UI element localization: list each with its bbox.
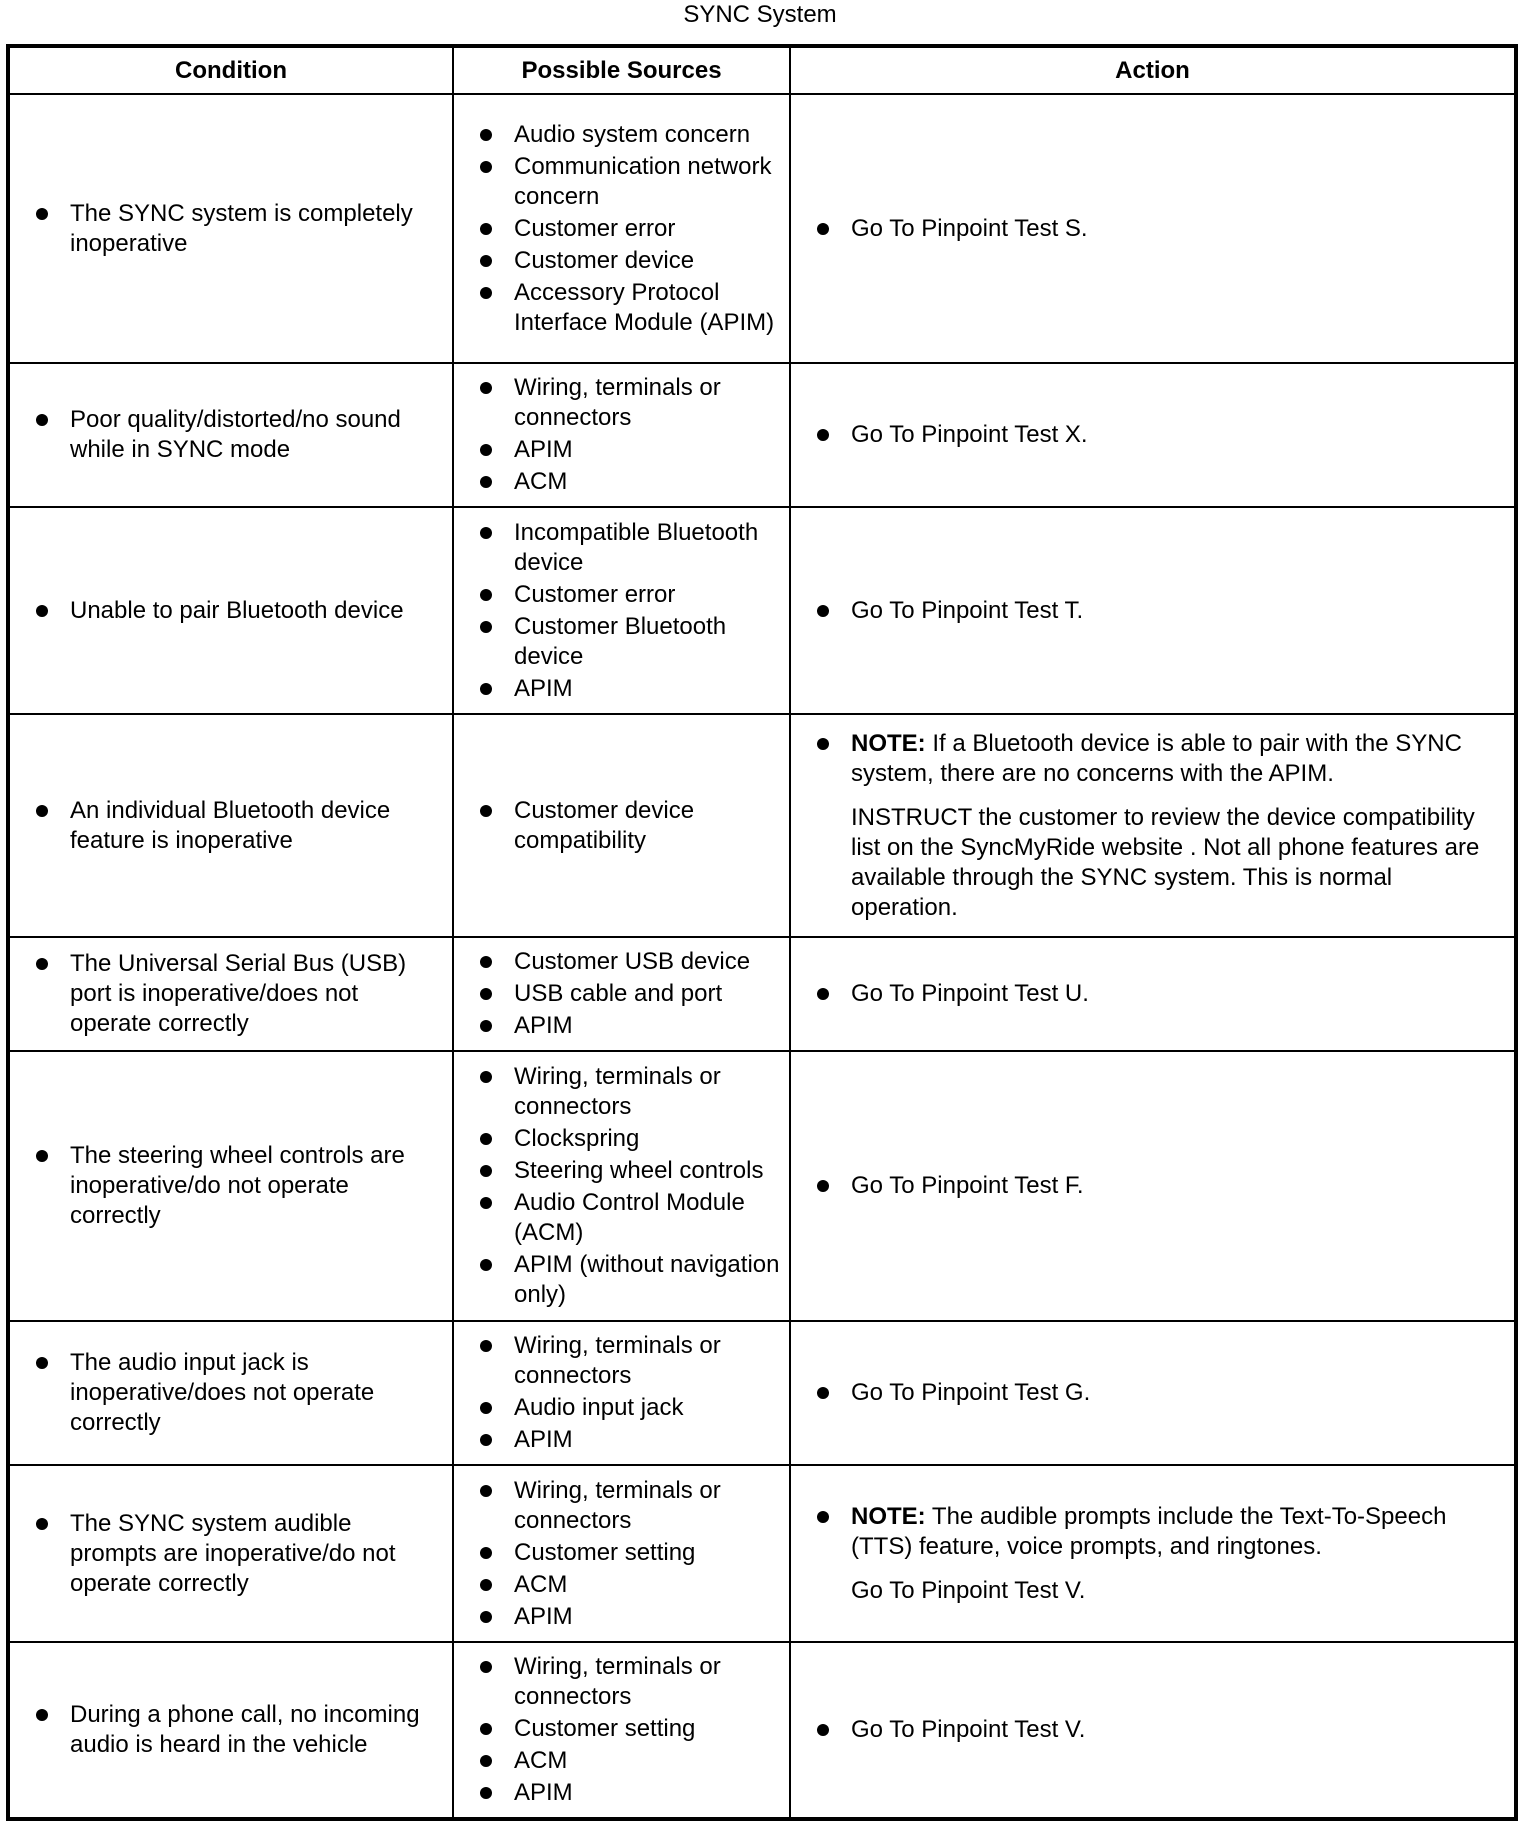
condition-text: The steering wheel controls are inoperative/do not operate correctly — [36, 1141, 440, 1231]
source-item: Customer Bluetooth device — [480, 612, 783, 672]
table-row — [8, 714, 1516, 937]
source-item: Wiring, terminals or connectors — [480, 1062, 783, 1122]
source-item: ACM — [480, 467, 783, 497]
condition-text: The audio input jack is inoperative/does not operate correctly — [36, 1348, 440, 1438]
header-condition: Condition — [8, 46, 453, 94]
action-cell — [790, 1465, 1516, 1642]
action-cell — [790, 507, 1516, 714]
condition-cell — [8, 507, 453, 714]
source-item: APIM — [480, 435, 783, 465]
action-cell — [790, 714, 1516, 937]
action-cell — [790, 1321, 1516, 1465]
sources-cell — [453, 1051, 790, 1321]
condition-text: During a phone call, no incoming audio is heard in the vehicle — [36, 1700, 440, 1760]
action-text: Go To Pinpoint Test V. — [817, 1715, 1500, 1745]
source-item: Customer device — [480, 246, 783, 276]
condition-text: An individual Bluetooth device feature is inoperative — [36, 796, 440, 856]
action-text: Go To Pinpoint Test T. — [817, 596, 1500, 626]
source-item: Wiring, terminals or connectors — [480, 1652, 783, 1712]
source-item: Wiring, terminals or connectors — [480, 373, 783, 433]
action-cell — [790, 94, 1516, 363]
action-instruction: INSTRUCT the customer to review the device compatibility list on the SyncMyRide website . Not all phone features are available through the SYNC system. This is normal operation. — [851, 803, 1480, 921]
source-item: Audio Control Module (ACM) — [480, 1188, 783, 1248]
sources-cell — [453, 94, 790, 363]
table-row — [8, 94, 1516, 363]
table-row — [8, 937, 1516, 1051]
action-cell — [790, 937, 1516, 1051]
condition-cell — [8, 1051, 453, 1321]
table-row — [8, 507, 1516, 714]
condition-text: Poor quality/distorted/no sound while in SYNC mode — [36, 405, 440, 465]
action-text: Go To Pinpoint Test G. — [817, 1378, 1500, 1408]
condition-text: The SYNC system audible prompts are inoperative/do not operate correctly — [36, 1509, 440, 1599]
action-cell — [790, 363, 1516, 507]
source-item: Clockspring — [480, 1124, 783, 1154]
note-label: NOTE: — [851, 729, 926, 757]
source-item: APIM — [480, 1425, 783, 1455]
source-item: APIM (without navigation only) — [480, 1250, 783, 1310]
sources-cell — [453, 1321, 790, 1465]
header-possible-sources: Possible Sources — [453, 46, 790, 94]
note-text: The audible prompts include the Text-To-Speech (TTS) feature, voice prompts, and ringtones. — [851, 1502, 1447, 1560]
source-item: Customer error — [480, 580, 783, 610]
action-note — [817, 1502, 1500, 1606]
source-item: Steering wheel controls — [480, 1156, 783, 1186]
action-text: Go To Pinpoint Test F. — [817, 1171, 1500, 1201]
sources-cell — [453, 1465, 790, 1642]
action-note — [817, 729, 1500, 923]
condition-cell — [8, 94, 453, 363]
source-item: Customer error — [480, 214, 783, 244]
source-item: Customer device compatibility — [480, 796, 783, 856]
table-row — [8, 1321, 1516, 1465]
action-cell — [790, 1642, 1516, 1819]
condition-cell — [8, 1642, 453, 1819]
action-text: Go To Pinpoint Test U. — [817, 979, 1500, 1009]
document-title: SYNC System — [683, 1, 837, 28]
condition-cell — [8, 363, 453, 507]
note-label: NOTE: — [851, 1502, 926, 1530]
source-item: Audio input jack — [480, 1393, 783, 1423]
action-text: Go To Pinpoint Test S. — [817, 214, 1500, 244]
source-item: Wiring, terminals or connectors — [480, 1476, 783, 1536]
source-item: APIM — [480, 1602, 783, 1632]
header-action: Action — [790, 46, 1516, 94]
condition-text: The SYNC system is completely inoperative — [36, 199, 440, 259]
note-paragraph — [851, 729, 1500, 789]
condition-cell — [8, 937, 453, 1051]
condition-text: The Universal Serial Bus (USB) port is inoperative/does not operate correctly — [36, 949, 440, 1039]
table-row — [8, 1051, 1516, 1321]
sources-cell — [453, 363, 790, 507]
action-text: Go To Pinpoint Test X. — [817, 420, 1500, 450]
condition-text: Unable to pair Bluetooth device — [36, 596, 440, 626]
source-item: APIM — [480, 1778, 783, 1808]
note-paragraph — [851, 1502, 1500, 1562]
source-item: Customer setting — [480, 1538, 783, 1568]
source-item: Communication network concern — [480, 152, 783, 212]
condition-cell — [8, 1465, 453, 1642]
table-row — [8, 1465, 1516, 1642]
sources-cell — [453, 1642, 790, 1819]
source-item: ACM — [480, 1570, 783, 1600]
source-item: Wiring, terminals or connectors — [480, 1331, 783, 1391]
source-item: Customer setting — [480, 1714, 783, 1744]
source-item: Customer USB device — [480, 947, 783, 977]
action-instruction: Go To Pinpoint Test V. — [851, 1576, 1086, 1604]
note-text: If a Bluetooth device is able to pair with the SYNC system, there are no concerns with the APIM. — [851, 729, 1462, 787]
source-item: USB cable and port — [480, 979, 783, 1009]
source-item: Accessory Protocol Interface Module (APIM) — [480, 278, 783, 338]
table-row — [8, 363, 1516, 507]
sources-cell — [453, 714, 790, 937]
header-row — [8, 46, 1516, 94]
sync-diagnostic-table — [6, 44, 1518, 1821]
source-item: Incompatible Bluetooth device — [480, 518, 783, 578]
source-item: ACM — [480, 1746, 783, 1776]
sources-cell — [453, 507, 790, 714]
source-item: APIM — [480, 1011, 783, 1041]
table-row — [8, 1642, 1516, 1819]
condition-cell — [8, 1321, 453, 1465]
sources-cell — [453, 937, 790, 1051]
condition-cell — [8, 714, 453, 937]
source-item: Audio system concern — [480, 120, 783, 150]
source-item: APIM — [480, 674, 783, 704]
action-cell — [790, 1051, 1516, 1321]
